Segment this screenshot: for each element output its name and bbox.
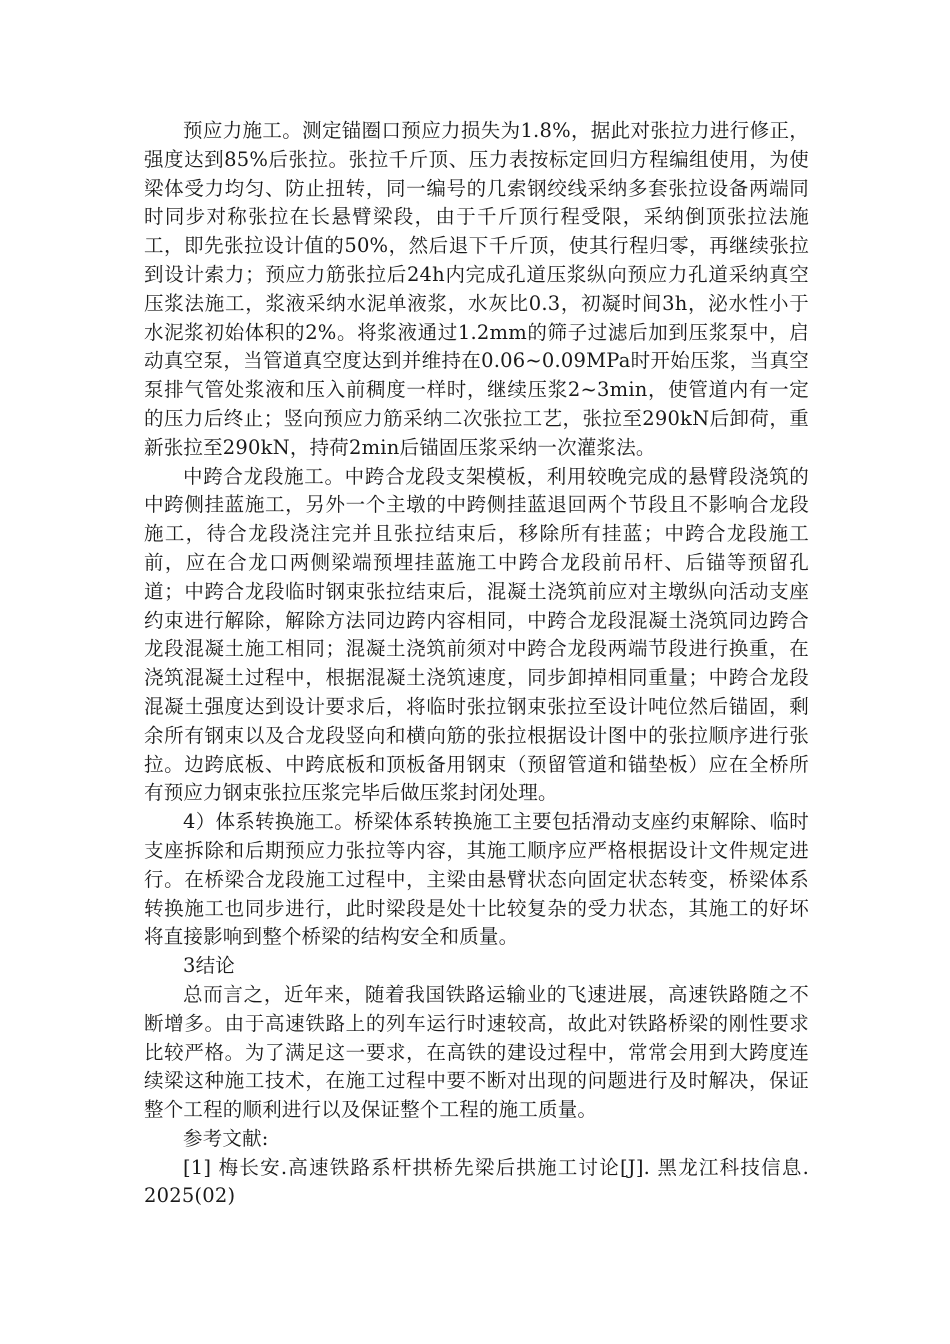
- paragraph-mid-span-closure: 中跨合龙段施工。中跨合龙段支架模板，利用较晚完成的悬臂段浇筑的中跨侧挂蓝施工，另外一个主墩的中跨侧挂蓝退回两个节段且不影响合龙段施工，待合龙段浇注完并且张拉结束后，移除所有挂蓝；中跨合龙段施工前，应在合龙口两侧梁端预埋挂蓝施工中跨合龙段前吊杆、后锚等预留孔道；中跨合龙段临时钢束张拉结束后，混凝土浇筑前应对主墩纵向活动支座约束进行解除，解除方法同边跨内容相同，中跨合龙段混凝土浇筑同边跨合龙段混凝土施工相同；混凝土浇筑前须对中跨合龙段两端节段进行换重，在浇筑混凝土过程中，根据混凝土浇筑速度，同步卸掉相同重量；中跨合龙段混凝土强度达到设计要求后，将临时张拉钢束张拉至设计吨位然后锚固，剩余所有钢束以及合龙段竖向和横向筋的张拉根据设计图中的张拉顺序进行张拉。边跨底板、中跨底板和顶板备用钢束（预留管道和锚垫板）应在全桥所有预应力钢束张拉压浆完毕后做压浆封闭处理。: [144, 464, 809, 805]
- paragraph-conclusion: 总而言之，近年来，随着我国铁路运输业的飞速进展，高速铁路随之不断增多。由于高速铁路上的列车运行时速较高，故此对铁路桥梁的刚性要求比较严格。为了满足这一要求，在高铁的建设过程中，常常会用到大跨度连续梁这种施工技术，在施工过程中要不断对出现的问题进行及时解决，保证整个工程的顺利进行以及保证整个工程的施工质量。: [144, 982, 809, 1122]
- paragraph-prestress: 预应力施工。测定锚圈口预应力损失为1.8%，据此对张拉力进行修正，强度达到85%后张拉。张拉千斤顶、压力表按标定回归方程编组使用，为使梁体受力均匀、防止扭转，同一编号的几索钢绞线采纳多套张拉设备两端同时同步对称张拉在长悬臂梁段，由于千斤顶行程受限，采纳倒顶张拉法施工，即先张拉设计值的50%，然后退下千斤顶，使其行程归零，再继续张拉到设计索力；预应力筋张拉后24h内完成孔道压浆纵向预应力孔道采纳真空压浆法施工，浆液采纳水泥单液浆，水灰比0.3，初凝时间3h，泌水性小于水泥浆初始体积的2%。将浆液通过1.2mm的筛子过滤后加到压浆泵中，启动真空泵，当管道真空度达到并维持在0.06~0.09MPa时开始压浆，当真空泵排气管处浆液和压入前稠度一样时，继续压浆2~3min，使管道内有一定的压力后终止；竖向预应力筋采纳二次张拉工艺，张拉至290kN后卸荷，重新张拉至290kN，持荷2min后锚固压浆采纳一次灌浆法。: [144, 119, 809, 459]
- document-page: [144, 117, 809, 1211]
- reference-item: [1] 梅长安.高速铁路系杆拱桥先梁后拱施工讨论[J]. 黑龙江科技信息. 2025(02): [144, 1155, 809, 1208]
- heading-conclusion: 3结论: [183, 954, 236, 978]
- paragraph-system-conversion: 4）体系转换施工。桥梁体系转换施工主要包括滑动支座约束解除、临时支座拆除和后期预应力张拉等内容，其施工顺序应严格根据设计文件规定进行。在桥梁合龙段施工过程中，主梁由悬臂状态向固定状态转变，桥梁体系转换施工也同步进行，此时梁段是处十比较复杂的受力状态，其施工的好坏将直接影响到整个桥梁的结构安全和质量。: [144, 810, 809, 949]
- heading-references: 参考文献:: [183, 1126, 269, 1150]
